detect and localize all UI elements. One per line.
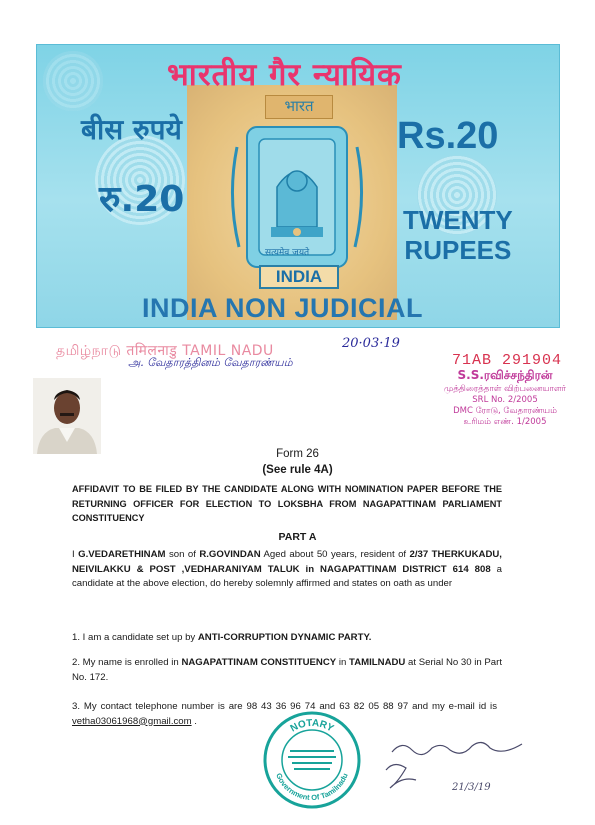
stamp-hindi-rupees: बीस रुपये bbox=[81, 113, 182, 146]
form-number: Form 26 bbox=[276, 448, 319, 460]
item-1: 1. I am a candidate set up by ANTI-CORRUPTION DYNAMIC PARTY. bbox=[72, 632, 372, 643]
signature-date: 21/3/19 bbox=[452, 782, 491, 793]
stamp-value-hindi: रु.20 bbox=[99, 179, 185, 220]
stamp-hindi-title: भारतीय गैर न्यायिक bbox=[167, 57, 402, 93]
affidavit-heading: AFFIDAVIT TO BE FILED BY THE CANDIDATE ALONG WITH NOMINATION PAPER BEFORE THE RETURNING OFFICER FOR ELECTION TO LOKSBHA FROM NAGAPATTINAM PARLIAMENT CONSTITUENCY bbox=[72, 484, 502, 523]
handwritten-date: 20·03·19 bbox=[342, 336, 400, 351]
constituency-name: NAGAPATTINAM CONSTITUENCY bbox=[181, 657, 337, 668]
candidate-name: G.VEDARETHINAM bbox=[78, 549, 166, 560]
item-2: 2. My name is enrolled in NAGAPATTINAM CONSTITUENCY in TAMILNADU at Serial No 30 in Part No. 172. bbox=[72, 657, 502, 683]
intro-paragraph: I G.VEDARETHINAM son of R.GOVINDAN Aged about 50 years, resident of 2/37 THERKUKADU, NEIVILAKKU & POST ,VEDHARANIYAM TALUK in NAGAPATTINAM DISTRICT 614 808 a candidate at the above election, do hereby solemnly affirmed and states on oath as under bbox=[72, 549, 502, 589]
rosette-corner bbox=[43, 51, 103, 111]
stamp-motto: सत्यमेव जयते bbox=[265, 248, 310, 258]
state-name: TAMILNADU bbox=[349, 657, 406, 668]
item-3: 3. My contact telephone number is are 98 43 36 96 74 and 63 82 05 88 97 and my e-mail id is vetha03061968@gmail.com . bbox=[72, 701, 497, 727]
form-rule: (See rule 4A) bbox=[262, 464, 333, 476]
signature bbox=[372, 730, 542, 800]
notary-seal-bottom: Government Of Tamilnadu bbox=[274, 771, 350, 803]
stamp-twenty: TWENTY bbox=[403, 205, 513, 235]
candidate-address: 2/37 THERKUKADU, NEIVILAKKU & POST ,VEDHARANIYAM TALUK in NAGAPATTINAM DISTRICT 614 808 bbox=[72, 549, 502, 575]
handwritten-name: அ. வேதாரத்தினம் வேதாரண்யம் bbox=[128, 356, 293, 369]
stamp-value-english: Rs.20 bbox=[397, 115, 499, 157]
email-address: vetha03061968@gmail.com bbox=[72, 715, 192, 727]
notary-seal-top: NOTARY bbox=[288, 717, 336, 735]
vendor-line-2: முத்திரைத்தாள் விற்பனையாளர் bbox=[443, 384, 567, 394]
part-heading: PART A bbox=[278, 531, 317, 543]
vendor-line-5: உரிமம் எண். 1/2005 bbox=[463, 417, 547, 427]
stamp-paper bbox=[36, 44, 560, 328]
stamp-india-label: INDIA bbox=[259, 265, 339, 289]
stamp-value-words bbox=[403, 205, 513, 265]
candidate-age: 50 bbox=[316, 549, 328, 560]
vendor-stamp bbox=[420, 368, 590, 428]
vendor-line-3: SRL No. 2/2005 bbox=[472, 395, 538, 405]
svg-text:NOTARY bbox=[289, 718, 336, 735]
stamp-rupees: RUPEES bbox=[404, 235, 512, 265]
vendor-line-4: DMC ரோடு, வேதாரண்யம் bbox=[453, 406, 557, 416]
party-name: ANTI-CORRUPTION DYNAMIC PARTY. bbox=[197, 632, 372, 643]
father-name: R.GOVINDAN bbox=[199, 549, 261, 560]
state-line: தமிழ்நாடு तमिलनाडु TAMIL NADU bbox=[56, 343, 274, 359]
stamp-bharat-label: भारत bbox=[265, 95, 333, 119]
stamp-non-judicial: INDIA NON JUDICIAL bbox=[142, 293, 424, 323]
notary-seal bbox=[262, 710, 362, 810]
candidate-photo bbox=[33, 378, 101, 454]
serial-number: 71AB 291904 bbox=[452, 352, 563, 369]
vendor-name: S.S.ரவிச்சந்திரன் bbox=[457, 368, 553, 382]
